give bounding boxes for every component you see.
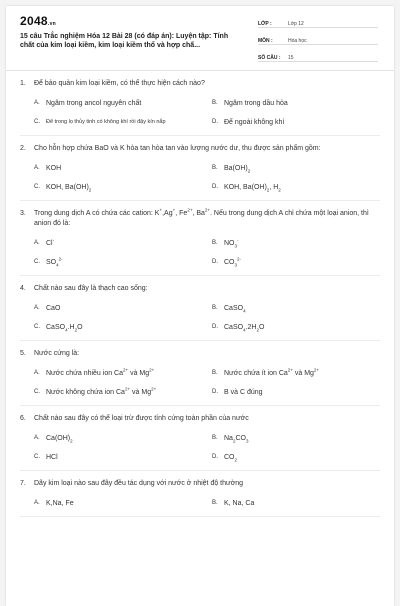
option-letter: A. <box>34 370 40 376</box>
answer-option[interactable] <box>212 369 380 378</box>
question-header <box>20 144 380 154</box>
option-text: $CaSO_4.2H_2O$ <box>224 324 265 333</box>
option-letter: B. <box>212 370 218 376</box>
option-letter: C. <box>34 119 40 125</box>
option-letter: A. <box>34 435 40 441</box>
meta-row-count <box>258 48 378 62</box>
option-letter: C. <box>34 259 40 265</box>
option-letter: C. <box>34 324 40 330</box>
option-text: Ngâm trong ancol nguyên chất <box>46 100 142 107</box>
option-text: Nước chứa nhiều ion $Ca^{2+}$ và $Mg^{2+}$ <box>46 367 155 377</box>
option-text: $Na_2CO_3$ <box>224 435 249 444</box>
option-text: KOH, $Ba(OH)_2$, $H_2$ <box>224 184 281 193</box>
option-letter: B. <box>212 305 218 311</box>
option-letter: A. <box>34 305 40 311</box>
option-text: $SO_4^{2-}$ <box>46 256 63 268</box>
question-text: Để bảo quản kim loại kiềm, có thể thực hiện cách nào? <box>34 80 205 87</box>
answer-options <box>20 294 380 334</box>
question-text: Chất nào sau đây có thể loại trừ được tính cứng toàn phần của nước <box>34 415 249 422</box>
worksheet-page <box>6 6 394 606</box>
option-text: HCl <box>46 454 58 461</box>
question-number: 5. <box>20 350 26 357</box>
question-item <box>20 71 380 136</box>
answer-option[interactable] <box>212 164 380 173</box>
option-text: $CO_3^{2-}$ <box>224 256 242 268</box>
question-item <box>20 136 380 201</box>
document-title: 15 câu Trắc nghiệm Hóa 12 Bài 28 (có đáp án): Luyện tập: Tính chất của kim loại kiềm, kim loại kiềm thổ và hợp chấ... <box>20 33 229 49</box>
question-text: Nước cứng là: <box>34 350 80 357</box>
option-letter: A. <box>34 165 40 171</box>
option-letter: B. <box>212 165 218 171</box>
answer-options <box>20 359 380 399</box>
option-letter: B. <box>212 100 218 106</box>
question-header <box>20 209 380 229</box>
question-header <box>20 479 380 489</box>
option-text: KOH, $Ba(OH)_2$ <box>46 184 92 193</box>
question-number: 3. <box>20 210 26 217</box>
answer-option[interactable] <box>34 183 202 192</box>
question-header <box>20 284 380 294</box>
answer-option[interactable] <box>34 164 202 173</box>
option-text: $NO_3^-$ <box>224 237 239 249</box>
answer-option[interactable] <box>212 453 380 462</box>
meta-label: LỚP : <box>258 21 272 27</box>
answer-option[interactable] <box>34 258 202 267</box>
option-letter: D. <box>212 324 218 330</box>
answer-option[interactable] <box>212 239 380 248</box>
option-text: $CaSO_4.H_2O$ <box>46 324 83 333</box>
answer-options <box>20 489 380 510</box>
question-number: 7. <box>20 480 26 487</box>
question-number: 2. <box>20 145 26 152</box>
option-letter: D. <box>212 184 218 190</box>
option-text: CaO <box>46 305 61 312</box>
option-letter: A. <box>34 100 40 106</box>
option-text: KOH <box>46 165 62 172</box>
meta-label: SỐ CÂU : <box>258 55 281 61</box>
option-text: K, Na, Ca <box>224 500 255 507</box>
answer-option[interactable] <box>34 99 202 108</box>
answer-option[interactable] <box>34 388 202 397</box>
option-text: $Ba(OH)_2$ <box>224 165 251 174</box>
answer-option[interactable] <box>34 118 202 127</box>
answer-options <box>20 229 380 269</box>
question-item <box>20 341 380 406</box>
question-number: 6. <box>20 415 26 422</box>
question-header <box>20 414 380 424</box>
question-item <box>20 471 380 517</box>
meta-label: MÔN : <box>258 38 273 44</box>
answer-option[interactable] <box>212 388 380 397</box>
option-text: Nước chứa ít ion $Ca^{2+}$ và $Mg^{2+}$ <box>224 367 320 377</box>
option-letter: D. <box>212 119 218 125</box>
meta-value: Hóa học <box>288 38 307 44</box>
answer-option[interactable] <box>212 434 380 443</box>
option-text: Ngâm trong dầu hỏa <box>224 100 288 107</box>
answer-option[interactable] <box>212 99 380 108</box>
document-header <box>6 6 394 64</box>
option-letter: A. <box>34 500 40 506</box>
question-text: Cho hỗn hợp chứa BaO và K hòa tan hòa tan vào lượng nước dư, thu được sản phẩm gồm: <box>34 145 321 152</box>
answer-option[interactable] <box>212 118 380 127</box>
option-letter: D. <box>212 259 218 265</box>
meta-value: 15 <box>288 55 294 61</box>
question-list <box>6 71 394 517</box>
answer-option[interactable] <box>34 434 202 443</box>
answer-option[interactable] <box>34 323 202 332</box>
answer-option[interactable] <box>34 453 202 462</box>
meta-row-subject <box>258 31 378 45</box>
option-letter: A. <box>34 240 40 246</box>
document-meta <box>258 14 378 65</box>
option-text: Nước không chứa ion $Ca^{2+}$ và $Mg^{2+}$ <box>46 386 157 396</box>
option-text: B và C đúng <box>224 389 263 396</box>
option-letter: B. <box>212 240 218 246</box>
option-text: $Ca(OH)_2$ <box>46 435 73 444</box>
option-letter: D. <box>212 389 218 395</box>
option-letter: C. <box>34 389 40 395</box>
question-number: 4. <box>20 285 26 292</box>
site-logo[interactable]: 2048.vn <box>20 14 57 28</box>
answer-options <box>20 154 380 194</box>
option-letter: C. <box>34 184 40 190</box>
option-text: Cl- <box>46 237 55 247</box>
question-item <box>20 406 380 471</box>
option-text: K,Na, Fe <box>46 500 74 507</box>
question-header <box>20 79 380 89</box>
answer-option[interactable] <box>34 369 202 378</box>
question-text: Chất nào sau đây là thạch cao sống: <box>34 285 148 292</box>
meta-row-class <box>258 14 378 28</box>
option-letter: C. <box>34 454 40 460</box>
answer-option[interactable] <box>34 499 202 508</box>
answer-option[interactable] <box>212 258 380 267</box>
answer-option[interactable] <box>212 499 380 508</box>
answer-option[interactable] <box>212 183 380 192</box>
option-letter: D. <box>212 454 218 460</box>
option-text: Để trong lọ thủy tinh có không khí rồi đậy kín nắp <box>46 119 166 125</box>
option-text: $CO_2$ <box>224 454 238 463</box>
option-letter: B. <box>212 500 218 506</box>
question-item <box>20 276 380 341</box>
answer-option[interactable] <box>34 239 202 248</box>
answer-option[interactable] <box>212 323 380 332</box>
option-text: Để ngoài không khí <box>224 119 285 126</box>
meta-value: Lớp 12 <box>288 21 304 27</box>
question-text: Trong dung dịch A có chứa các cation: K+,Ag+, $Fe^{2+}$, $Ba^{2+}$. Nếu trong dung dịch A chỉ chứa một loại anion, thì anion đó là: <box>34 207 369 227</box>
answer-option[interactable] <box>34 304 202 313</box>
answer-options <box>20 424 380 464</box>
answer-option[interactable] <box>212 304 380 313</box>
question-number: 1. <box>20 80 26 87</box>
option-letter: B. <box>212 435 218 441</box>
answer-options <box>20 89 380 129</box>
question-header <box>20 349 380 359</box>
question-text: Dãy kim loại nào sau đây đều tác dụng với nước ở nhiệt độ thường <box>34 480 244 487</box>
option-text: CaSO$_4$ <box>224 305 246 314</box>
question-item <box>20 201 380 276</box>
